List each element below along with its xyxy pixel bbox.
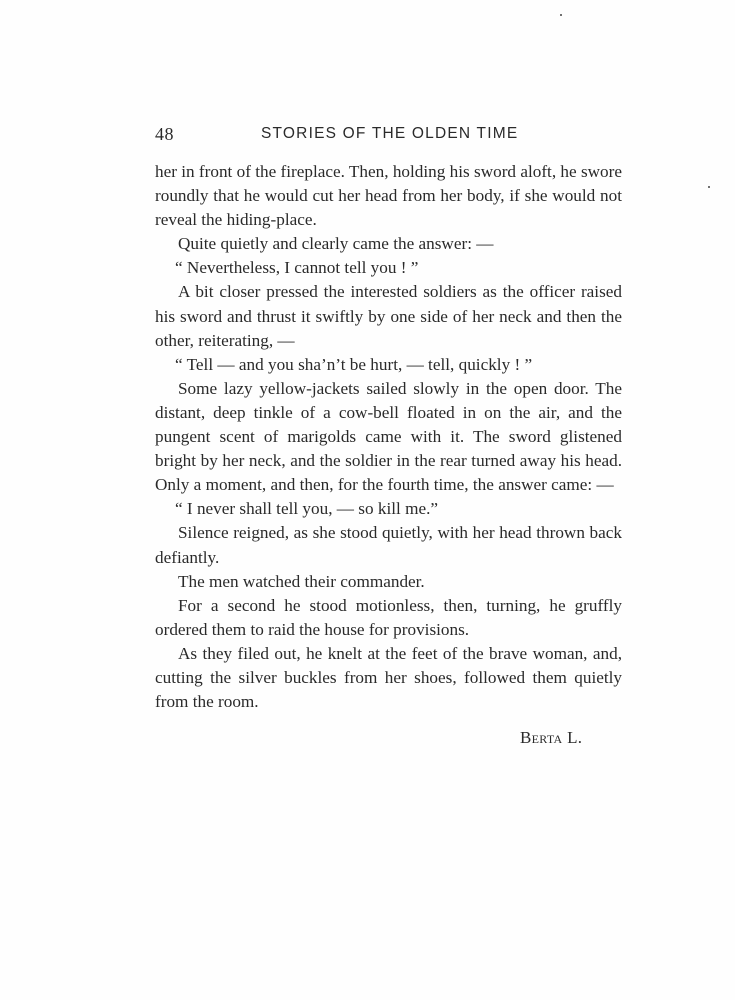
- quoted-speech: “ I never shall tell you, — so kill me.”: [175, 499, 438, 519]
- paragraph: A bit closer pressed the interested soldiers as the officer raised his sword and thrust it swiftly by one side of her neck and then the other, reiterating, —: [155, 282, 622, 350]
- paper-speck: [708, 186, 710, 188]
- quoted-speech: “ Nevertheless, I cannot tell you ! ”: [175, 258, 419, 278]
- author-signature: [520, 728, 582, 748]
- signature-first-name: Berta: [520, 728, 563, 747]
- running-title: STORIES OF THE OLDEN TIME: [261, 125, 519, 142]
- page-number: 48: [155, 124, 174, 144]
- paragraph: For a second he stood motionless, then, turning, he gruffly ordered them to raid the house for provisions.: [155, 595, 622, 639]
- paragraph: As they filed out, he knelt at the feet of the brave woman, and, cutting the silver buckles from her shoes, followed them quietly from the room.: [155, 643, 622, 712]
- body-text: [155, 160, 622, 714]
- paragraph: Silence reigned, as she stood quietly, with her head thrown back defiantly.: [155, 523, 622, 567]
- quoted-speech: “ Tell — and you sha’n’t be hurt, — tell, quickly ! ”: [175, 354, 533, 374]
- paragraph: Some lazy yellow-jackets sailed slowly in the open door. The distant, deep tinkle of a cow-bell floated in on the air, and the pungent scent of marigolds came with it. The sword glistened bright by her neck, and the soldier in the rear turned away his head. Only a moment, and then, for the fourth time, the answer came: —: [155, 378, 622, 495]
- paragraph: The men watched their commander.: [178, 571, 425, 591]
- signature-initial: L.: [567, 728, 583, 747]
- paper-speck: [560, 14, 562, 16]
- paragraph: her in front of the fireplace. Then, holding his sword aloft, he swore roundly that he would cut her head from her body, if she would not reveal the hiding-place.: [155, 162, 622, 230]
- paragraph: Quite quietly and clearly came the answer: —: [178, 234, 494, 254]
- page-header: [155, 124, 625, 150]
